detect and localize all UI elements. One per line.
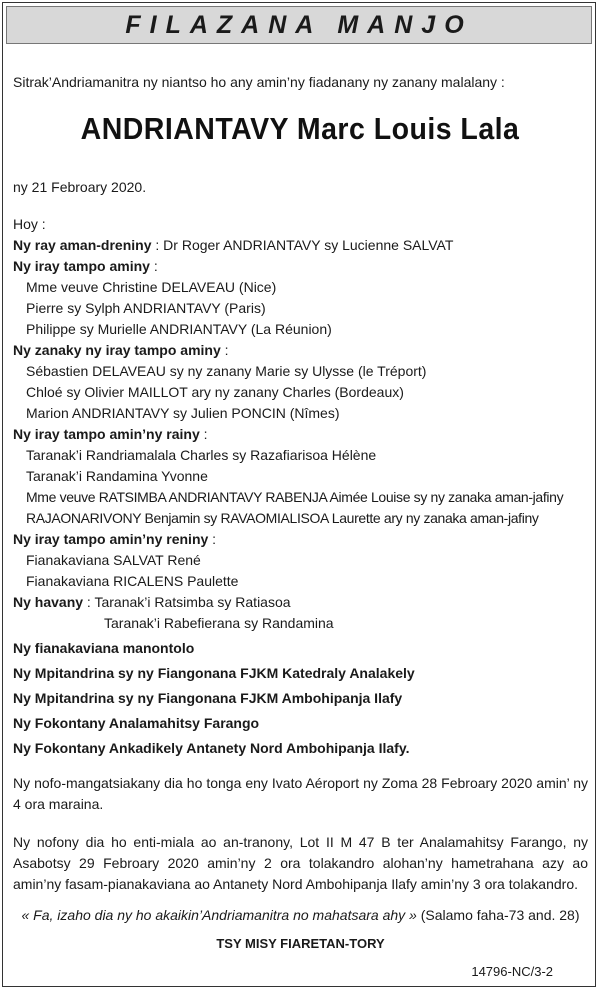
list-item: Philippe sy Murielle ANDRIANTAVY (La Réunion) [26, 321, 332, 337]
mother-siblings-suffix: : [208, 531, 217, 547]
list-item: Sébastien DELAVEAU sy ny zanany Marie sy Ulysse (le Tréport) [26, 363, 427, 379]
mother-siblings-heading [13, 530, 588, 548]
siblings-label: Ny iray tampo aminy [13, 258, 150, 274]
group-line: Ny Fokontany Ankadikely Antanety Nord Ambohipanja Ilafy. [13, 740, 410, 756]
father-siblings-label: Ny iray tampo amin’ny rainy [13, 426, 200, 442]
relatives-second: Taranak’i Rabefierana sy Randamina [104, 615, 334, 631]
relatives-line [13, 593, 588, 611]
parents-value: : Dr Roger ANDRIANTAVY sy Lucienne SALVAT [151, 237, 454, 253]
verse-reference: (Salamo faha-73 and. 28) [416, 907, 580, 923]
funeral-paragraph: Ny nofony dia ho enti-miala ao an-tranony, Lot II M 47 B ter Analamahitsy Farango, ny Asabotsy 29 Febroary 2020 amin’ny 2 ora tolakandro alohan’ny hametrahana azy ao amin’ny fasam-pianakaviana ao Antanety Nord Ambohipanja Ilafy amin’ny 3 ora tolakandro. [13, 834, 588, 892]
group-line: Ny Fokontany Analamahitsy Farango [13, 715, 260, 731]
group-line: Ny Mpitandrina sy ny Fiangonana FJKM Katedraly Analakely [13, 665, 415, 681]
closing-line: TSY MISY FIARETAN-TORY [216, 936, 385, 951]
hoy-label: Hoy : [13, 216, 46, 232]
verse-text: « Fa, izaho dia ny ho akaikin’Andriamanitra no mahatsara ahy » [21, 907, 417, 923]
reference-code: 14796-NC/3-2 [471, 964, 553, 979]
nephews-label: Ny zanaky ny iray tampo aminy [13, 342, 221, 358]
list-item: Taranak’i Randamina Yvonne [26, 468, 208, 484]
notice-banner [6, 6, 592, 44]
list-item: RAJAONARIVONY Benjamin sy RAVAOMIALISOA Laurette ary ny zanaka aman-jafiny [26, 510, 539, 526]
list-item: Fianakaviana SALVAT René [26, 552, 201, 568]
parents-line [13, 236, 588, 254]
banner-title: FILAZANA MANJO [125, 10, 473, 39]
intro-text: Sitrak’Andriamanitra ny niantso ho any amin’ny fiadanany ny zanany malalany : [13, 74, 505, 90]
deceased-name: ANDRIANTAVY Marc Louis Lala [80, 111, 520, 146]
arrival-paragraph: Ny nofo-mangatsiakany dia ho tonga eny Ivato Aéroport ny Zoma 28 Febroary 2020 amin’ ny 4 ora maraina. [13, 775, 588, 812]
verse-line [13, 906, 588, 924]
list-item: Fianakaviana RICALENS Paulette [26, 573, 239, 589]
siblings-heading [13, 257, 588, 275]
list-item: Chloé sy Olivier MAILLOT ary ny zanany Charles (Bordeaux) [26, 384, 404, 400]
list-item: Mme veuve Christine DELAVEAU (Nice) [26, 279, 277, 295]
relatives-label: Ny havany [13, 594, 84, 610]
father-siblings-heading [13, 425, 588, 443]
list-item: Marion ANDRIANTAVY sy Julien PONCIN (Nîmes) [26, 405, 340, 421]
list-item: Taranak’i Randriamalala Charles sy Razafiarisoa Hélène [26, 447, 377, 463]
siblings-suffix: : [149, 258, 158, 274]
group-line: Ny Mpitandrina sy ny Fiangonana FJKM Ambohipanja Ilafy [13, 690, 403, 706]
mother-siblings-label: Ny iray tampo amin’ny reniny [13, 531, 209, 547]
death-date: ny 21 Febroary 2020. [13, 179, 147, 195]
nephews-suffix: : [220, 342, 229, 358]
group-line: Ny fianakaviana manontolo [13, 640, 195, 656]
list-item: Mme veuve RATSIMBA ANDRIANTAVY RABENJA Aimée Louise sy ny zanaka aman-jafiny [26, 489, 564, 505]
list-item: Pierre sy Sylph ANDRIANTAVY (Paris) [26, 300, 266, 316]
parents-label: Ny ray aman-dreniny [13, 237, 152, 253]
father-siblings-suffix: : [199, 426, 208, 442]
relatives-first: : Taranak’i Ratsimba sy Ratiasoa [83, 594, 291, 610]
notice-frame [2, 2, 596, 987]
nephews-heading [13, 341, 588, 359]
